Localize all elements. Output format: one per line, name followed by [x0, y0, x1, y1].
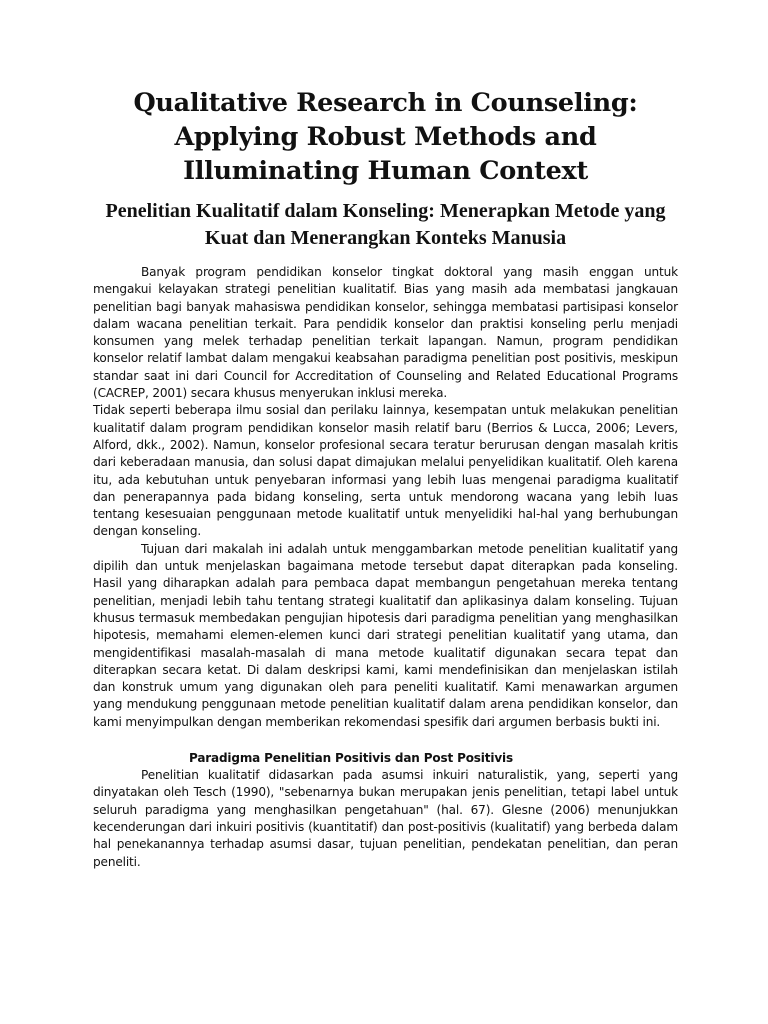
document-page [93, 86, 678, 871]
body-paragraph-3: Tujuan dari makalah ini adalah untuk menggambarkan metode penelitian kualitatif yang dipilih dan untuk menjelaskan bagaimana metode tersebut dapat diterapkan pada konseling. Hasil yang diharapkan adalah para pembaca dapat membangun pengetahuan mereka tentang penelitian, menjadi lebih tahu tentang strategi kualitatif dan aplikasinya dalam konseling. Tujuan khusus termasuk membedakan pengujian hipotesis dari paradigma penelitian yang menghasilkan hipotesis, memahami elemen-elemen kunci dari strategi penelitian kualitatif yang utama, dan mengidentifikasi masalah-masalah di mana metode kualitatif digunakan secara tepat dan diterapkan secara ketat. Di dalam deskripsi kami, kami mendefinisikan dan menjelaskan istilah dan konstruk umum yang digunakan oleh para peneliti kualitatif. Kami menawarkan argumen yang mendukung penggunaan metode penelitian kualitatif dalam arena pendidikan konselor, dan kami menyimpulkan dengan memberikan rekomendasi spesifik dari argumen berbasis bukti ini. [93, 541, 678, 729]
body-paragraph-2: Tidak seperti beberapa ilmu sosial dan perilaku lainnya, kesempatan untuk melakukan penelitian kualitatif dalam program pendidikan konselor masih relatif baru (Berrios & Lucca, 2006; Levers, Alford, dkk., 2002). Namun, konselor profesional secara teratur berurusan dengan masalah kritis dari keberadaan manusia, dan solusi dapat dimajukan melalui penyelidikan kualitatif. Oleh karena itu, ada kebutuhan untuk penyebaran informasi yang lebih luas mengenai paradigma kualitatif dan penerapannya pada bidang konseling, serta untuk mendorong wacana yang lebih luas tentang kesesuaian penggunaan metode kualitatif untuk menyelidiki hal-hal yang berhubungan dengan konseling. [93, 403, 678, 539]
section-paragraph: Penelitian kualitatif didasarkan pada asumsi inkuiri naturalistik, yang, seperti yang dinyatakan oleh Tesch (1990), "sebenarnya bukan merupakan jenis penelitian, tetapi label untuk seluruh paradigma yang menghasilkan pengetahuan" (hal. 67). Glesne (2006) menunjukkan kecenderungan dari inkuiri positivis (kuantitatif) dan post-positivis (kualitatif) yang berbeda dalam hal penekanannya terhadap asumsi dasar, tujuan penelitian, pendekatan penelitian, dan peran peneliti. [93, 768, 678, 869]
document-subtitle: Penelitian Kualitatif dalam Konseling: Menerapkan Metode yang Kuat dan Menerangkan Konteks Manusia [105, 200, 666, 249]
document-title: Qualitative Research in Counseling: Applying Robust Methods and Illuminating Human Context [133, 88, 638, 186]
body-paragraph-1: Banyak program pendidikan konselor tingkat doktoral yang masih enggan untuk mengakui kelayakan strategi penelitian kualitatif. Bias yang masih ada membatasi jangkauan penelitian bagi banyak mahasiswa pendidikan konselor, sehingga membatasi partisipasi konselor dalam wacana penelitian terkait. Para pendidik konselor dan praktisi konseling perlu menjadi konsumen yang melek terhadap penelitian terkait lapangan. Namun, program pendidikan konselor relatif lambat dalam mengakui keabsahan paradigma penelitian post positivis, meskipun standar saat ini dari Council for Accreditation of Counseling and Related Educational Programs (CACREP, 2001) secara khusus menyerukan inklusi mereka. [93, 265, 678, 401]
section-heading: Paradigma Penelitian Positivis dan Post Positivis [189, 751, 513, 766]
